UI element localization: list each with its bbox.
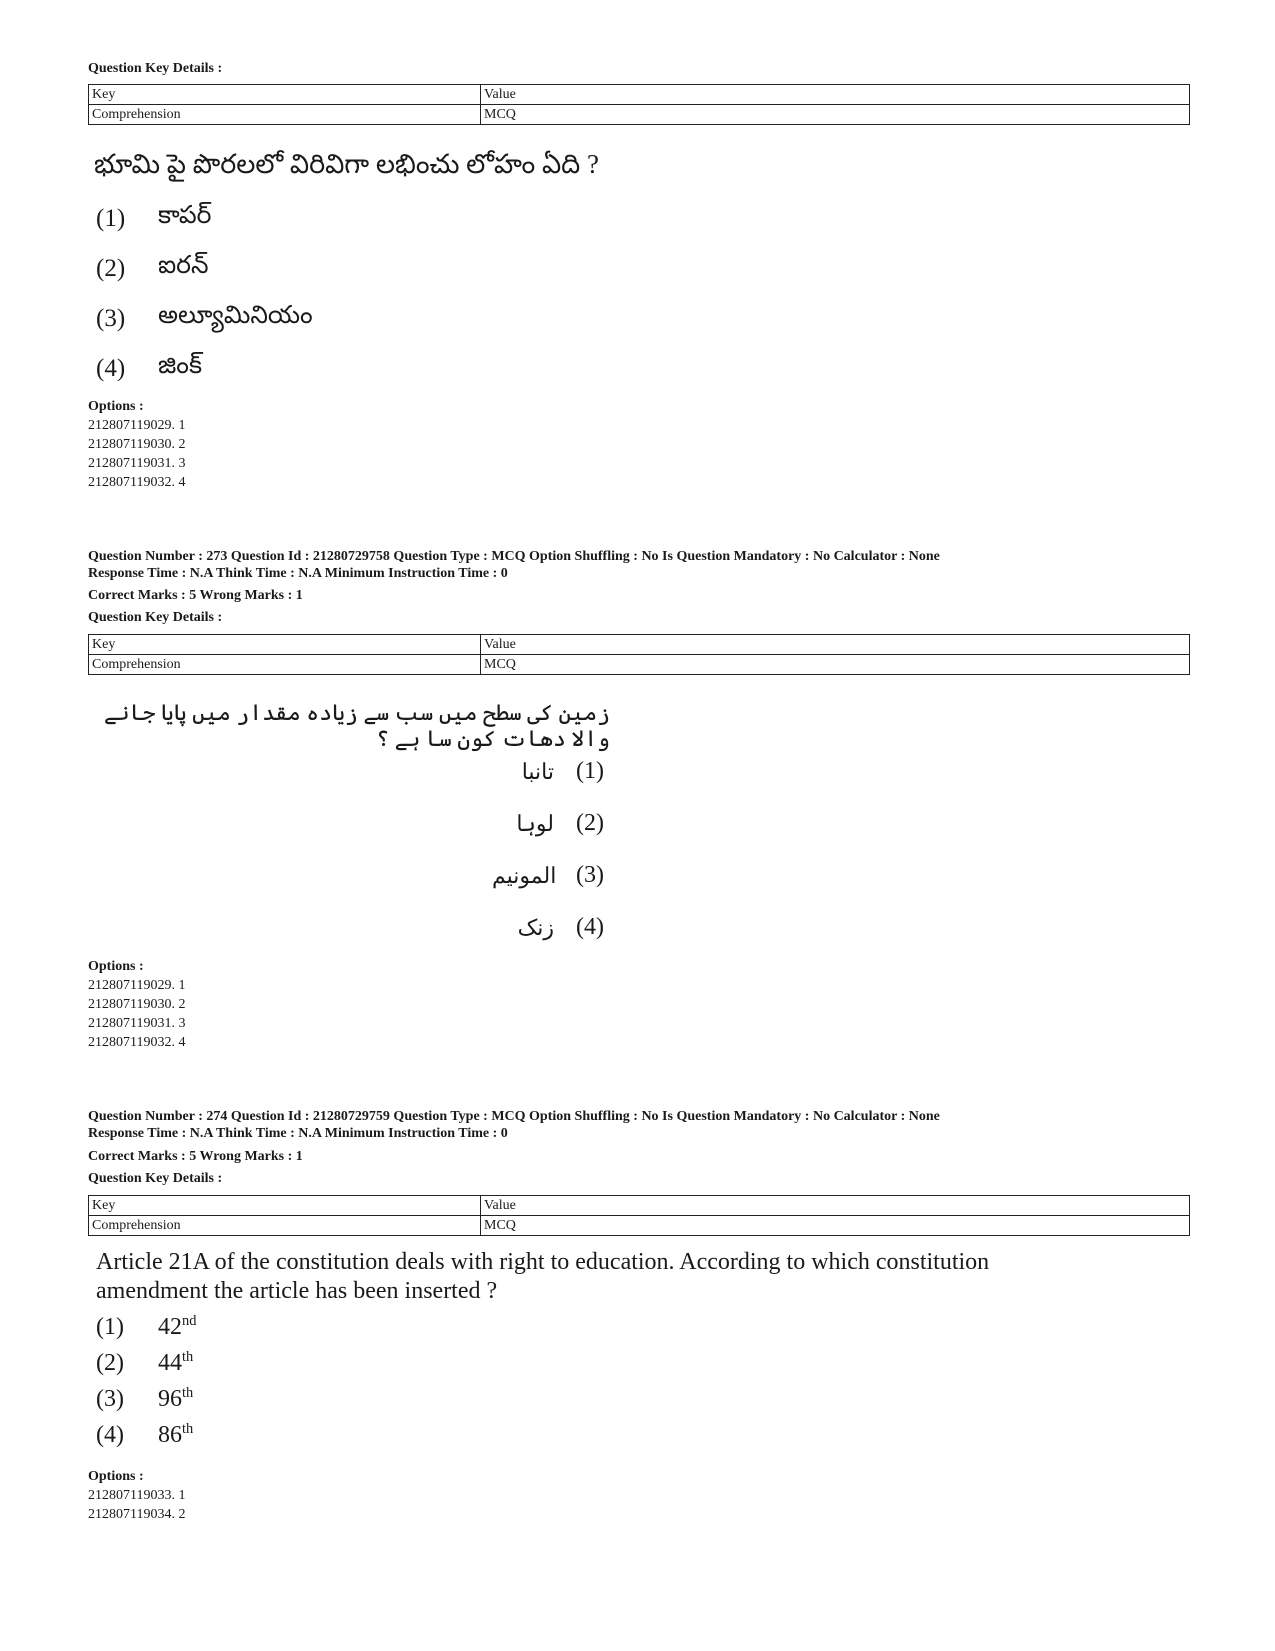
question-text-line-2: amendment the article has been inserted ? — [96, 1278, 498, 1304]
option-text — [158, 1349, 193, 1377]
options-id-list — [88, 1467, 185, 1524]
option-2 — [96, 252, 209, 286]
key-cell: Comprehension — [89, 1216, 481, 1236]
question-marks: Correct Marks : 5 Wrong Marks : 1 — [88, 1149, 303, 1164]
option-2 — [492, 810, 604, 837]
option-text: కాపర్ — [158, 202, 212, 229]
option-text: అల్యూమినియం — [158, 302, 313, 329]
key-cell: Comprehension — [89, 105, 481, 125]
option-number: (2) — [96, 255, 126, 282]
option-4 — [492, 914, 604, 941]
question-key-table — [88, 634, 1190, 675]
option-id: 212807119032. 4 — [88, 1035, 186, 1050]
question-meta-line-1: Question Number : 273 Question Id : 21280729758 Question Type : MCQ Option Shuffling : No Is Question Mandatory : No Calculator : None — [88, 549, 940, 564]
question-meta-line-1: Question Number : 274 Question Id : 21280729759 Question Type : MCQ Option Shuffling : No Is Question Mandatory : No Calculator : None — [88, 1109, 940, 1124]
option-id: 212807119031. 3 — [88, 1016, 186, 1031]
option-number: (4) — [96, 1421, 124, 1448]
options-label: Options : — [88, 399, 144, 414]
key-header: Key — [89, 85, 481, 105]
key-details-label: Question Key Details : — [88, 1171, 223, 1186]
question-text-urdu: زمین کی سطح میں سب سے زیادہ مقدار میں پایا جانے والا دھات کون سا ہے ؟ — [103, 700, 610, 751]
option-value: 96 — [158, 1386, 182, 1412]
option-id: 212807119030. 2 — [88, 437, 186, 452]
value-header: Value — [481, 635, 1190, 655]
value-cell: MCQ — [481, 655, 1190, 675]
option-1 — [492, 758, 604, 785]
option-text: ఐరన్ — [158, 252, 209, 279]
question-meta-line-2: Response Time : N.A Think Time : N.A Minimum Instruction Time : 0 — [88, 1126, 508, 1141]
option-text — [158, 1313, 196, 1341]
option-1 — [96, 202, 212, 236]
option-number: (1) — [96, 205, 126, 232]
option-suffix: nd — [182, 1313, 197, 1329]
question-key-table — [88, 84, 1190, 125]
option-text — [158, 1385, 193, 1413]
option-id: 212807119029. 1 — [88, 978, 186, 993]
key-cell: Comprehension — [89, 655, 481, 675]
key-header: Key — [89, 1196, 481, 1216]
option-1 — [96, 1313, 196, 1341]
option-suffix: th — [182, 1421, 194, 1437]
option-value: 44 — [158, 1350, 182, 1376]
option-number: (4) — [96, 355, 126, 382]
value-header: Value — [481, 85, 1190, 105]
option-id: 212807119032. 4 — [88, 475, 186, 490]
value-cell: MCQ — [481, 1216, 1190, 1236]
option-number: (1) — [96, 1313, 124, 1340]
option-4 — [96, 1421, 193, 1449]
question-text-english — [96, 1248, 1201, 1306]
option-suffix: th — [182, 1385, 194, 1401]
option-3 — [492, 862, 604, 889]
question-text-line-1: Article 21A of the constitution deals with right to education. According to which constitution — [96, 1249, 990, 1275]
question-marks: Correct Marks : 5 Wrong Marks : 1 — [88, 588, 303, 603]
options-label: Options : — [88, 1469, 144, 1484]
option-id: 212807119029. 1 — [88, 418, 186, 433]
option-text: المونیم — [492, 862, 557, 888]
option-id: 212807119033. 1 — [88, 1488, 186, 1503]
question-key-table — [88, 1195, 1190, 1236]
option-number: (4) — [576, 914, 604, 940]
option-4 — [96, 352, 202, 386]
question-meta-line-2: Response Time : N.A Think Time : N.A Minimum Instruction Time : 0 — [88, 566, 508, 581]
option-number: (3) — [576, 862, 604, 888]
option-text: జింక్ — [158, 352, 203, 379]
option-3 — [96, 1385, 193, 1413]
option-number: (1) — [576, 758, 604, 784]
options-id-list — [88, 397, 185, 492]
option-text — [158, 1421, 193, 1449]
option-text: تانبا — [521, 758, 554, 784]
option-id: 212807119030. 2 — [88, 997, 186, 1012]
option-id: 212807119034. 2 — [88, 1507, 186, 1522]
key-details-label: Question Key Details : — [88, 610, 223, 625]
value-header: Value — [481, 1196, 1190, 1216]
option-text: لوہا — [516, 810, 554, 836]
options-label: Options : — [88, 959, 144, 974]
key-details-label: Question Key Details : — [88, 61, 223, 76]
key-header: Key — [89, 635, 481, 655]
option-number: (2) — [576, 810, 604, 836]
option-number: (2) — [96, 1349, 124, 1376]
question-text-telugu: భూమి పై పొరలలో విరివిగా లభించు లోహం ఏది ? — [94, 149, 599, 179]
option-3 — [96, 302, 313, 336]
option-2 — [96, 1349, 193, 1377]
option-value: 86 — [158, 1422, 182, 1448]
option-number: (3) — [96, 305, 126, 332]
option-value: 42 — [158, 1314, 182, 1340]
options-id-list — [88, 957, 185, 1052]
option-id: 212807119031. 3 — [88, 456, 186, 471]
option-text: زنک — [517, 914, 554, 940]
option-number: (3) — [96, 1385, 124, 1412]
option-suffix: th — [182, 1349, 194, 1365]
value-cell: MCQ — [481, 105, 1190, 125]
